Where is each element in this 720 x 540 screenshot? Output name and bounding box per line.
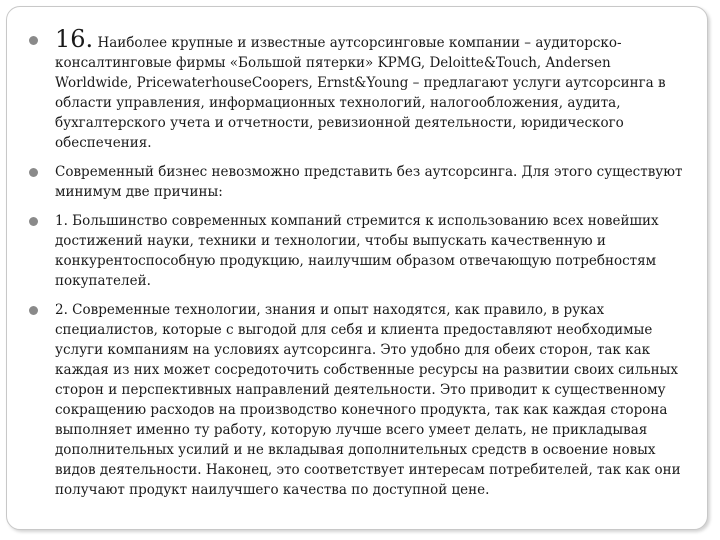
bullet-paragraph-3 (25, 211, 685, 291)
bullet-icon (29, 217, 38, 226)
paragraph-number: 16. (55, 25, 94, 53)
slide-content (25, 27, 685, 509)
paragraph-text: Наиболее крупные и известные аутсорсинговые компании – аудиторско-консалтинговые фирмы «Большой пятерки» KPMG, Deloitte&Touch, Andersen Worldwide, PricewaterhouseCoopers, Ernst&Young – предлагают услуги аутсорсинга в области управления, информационных технологий, налогообложения, аудита, бухгалтерского учета и отчетности, ревизионной деятельности, юридического обеспечения. (55, 35, 666, 151)
paragraph-text: Современный бизнес невозможно представить без аутсорсинга. Для этого существуют минимум две причины: (55, 164, 683, 200)
bullet-icon (29, 36, 38, 45)
bullet-icon (29, 168, 38, 177)
slide-frame (6, 6, 708, 530)
bullet-paragraph-1 (25, 27, 685, 153)
bullet-icon (29, 306, 38, 315)
paragraph-text: 1. Большинство современных компаний стремится к использованию всех новейших достижений науки, техники и технологии, чтобы выпускать качественную и конкурентоспособную продукцию, наилучшим образом отвечающую потребностям покупателей. (55, 213, 659, 289)
bullet-paragraph-4 (25, 300, 685, 500)
paragraph-text: 2. Современные технологии, знания и опыт находятся, как правило, в руках специалистов, которые с выгодой для себя и клиента предоставляют необходимые услуги компаниям на условиях аутсорсинга. Это удобно для обеих сторон, так как каждая из них может сосредоточить собственные ресурсы на развитии своих сильных сторон и перспективных направлений деятельности. Это приводит к существенному сокращению расходов на производство конечного продукта, так как каждая сторона выполняет именно ту работу, которую лучше всего умеет делать, не прикладывая дополнительных усилий и не вкладывая дополнительных средств в освоение новых видов деятельности. Наконец, это соответствует интересам потребителей, так как они получают продукт наилучшего качества по доступной цене. (55, 302, 681, 498)
bullet-paragraph-2 (25, 162, 685, 202)
